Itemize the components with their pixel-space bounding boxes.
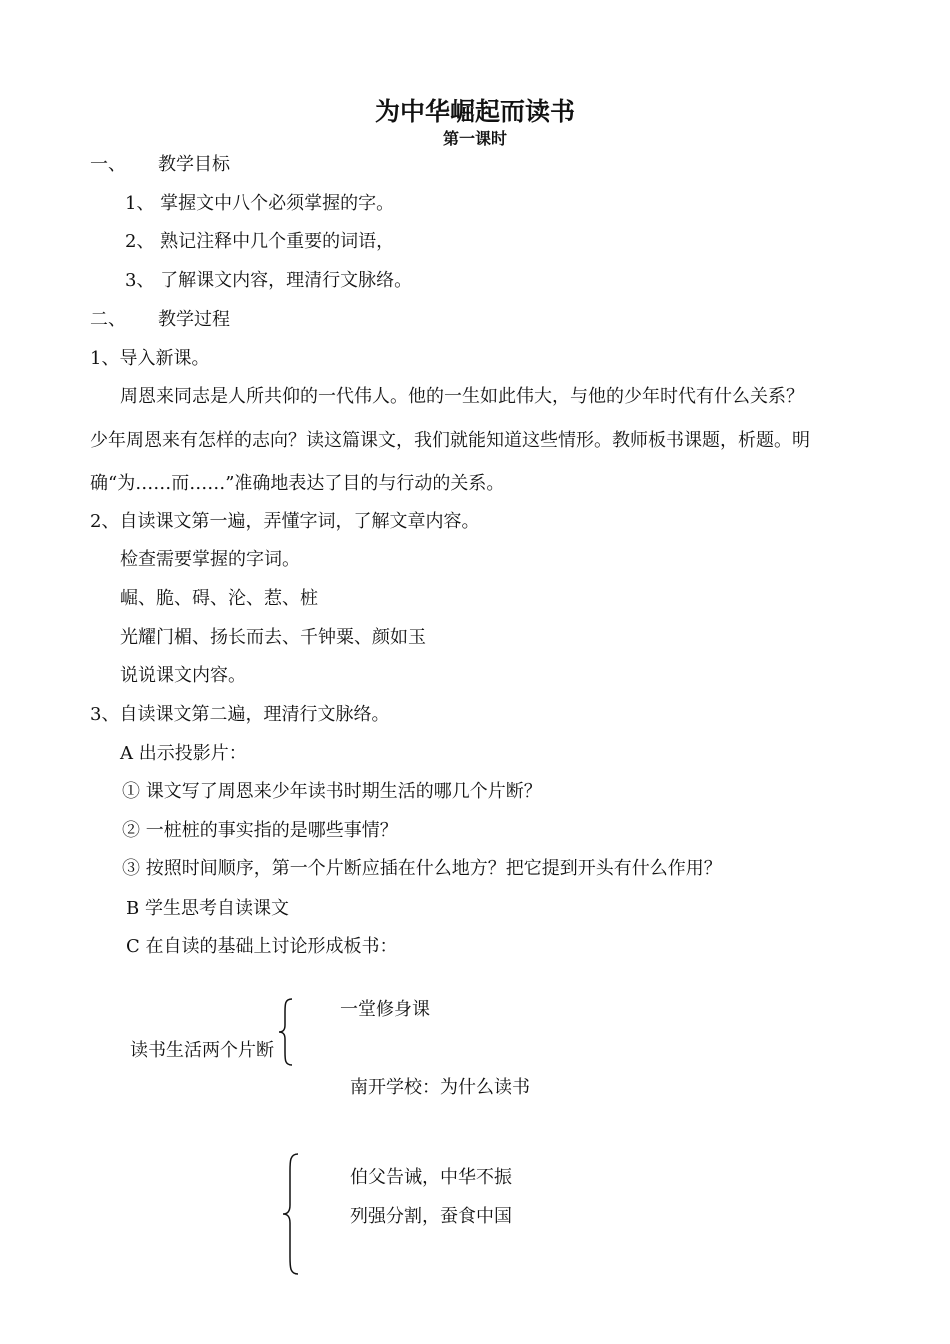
board-item: 一堂修身课 [340,999,430,1020]
board-item: 伯父告诫，中华不振 [350,1167,512,1188]
step3-heading: 3、自读课文第二遍，理清行文脉络。 [90,704,390,725]
goal-item: 1、 掌握文中八个必须掌握的字。 [125,193,395,214]
page-subtitle: 第一课时 [442,129,507,148]
question-item: ③ 按照时间顺序，第一个片断应插在什么地方？把它提到开头有什么作用？ [122,858,722,879]
section1-number: 一、 [90,154,126,175]
step2-line: 光耀门楣、扬长而去、千钟粟、颜如玉 [120,627,426,648]
board-item: 列强分割，蚕食中国 [350,1206,512,1227]
step3-c: C 在自读的基础上讨论形成板书： [126,936,398,957]
step1-heading: 1、导入新课。 [90,348,210,369]
paragraph-line: 确“为……而……”准确地表达了目的与行动的关系。 [90,473,505,494]
board-left-label: 读书生活两个片断 [130,1040,274,1061]
paragraph-line: 少年周恩来有怎样的志向？读这篇课文，我们就能知道这些情形。教师板书课题，析题。明 [90,430,810,451]
question-item: ① 课文写了周恩来少年读书时期生活的哪几个片断？ [122,781,542,802]
paragraph-line: 周恩来同志是人所共仰的一代伟人。他的一生如此伟大，与他的少年时代有什么关系？ [120,386,804,407]
section2-number: 二、 [90,309,126,330]
board-item: 南开学校：为什么读书 [350,1077,530,1098]
step2-line: 说说课文内容。 [120,665,246,686]
section1-heading: 教学目标 [158,154,230,175]
goal-item: 3、 了解课文内容，理清行文脉络。 [125,270,413,291]
step3-b: B 学生思考自读课文 [126,898,289,919]
step2-heading: 2、自读课文第一遍，弄懂字词，了解文章内容。 [90,511,480,532]
step2-line: 检查需要掌握的字词。 [120,549,300,570]
step2-line: 崛、脆、碍、沦、惹、桩 [120,588,318,609]
step3-a: A 出示投影片： [120,743,247,764]
question-item: ② 一桩桩的事实指的是哪些事情？ [122,820,398,841]
goal-item: 2、 熟记注释中几个重要的词语， [125,231,395,252]
section2-heading: 教学过程 [158,309,230,330]
page-title: 为中华崛起而读书 [374,97,575,126]
brace-icon [278,998,294,1066]
brace-icon [282,1153,300,1275]
